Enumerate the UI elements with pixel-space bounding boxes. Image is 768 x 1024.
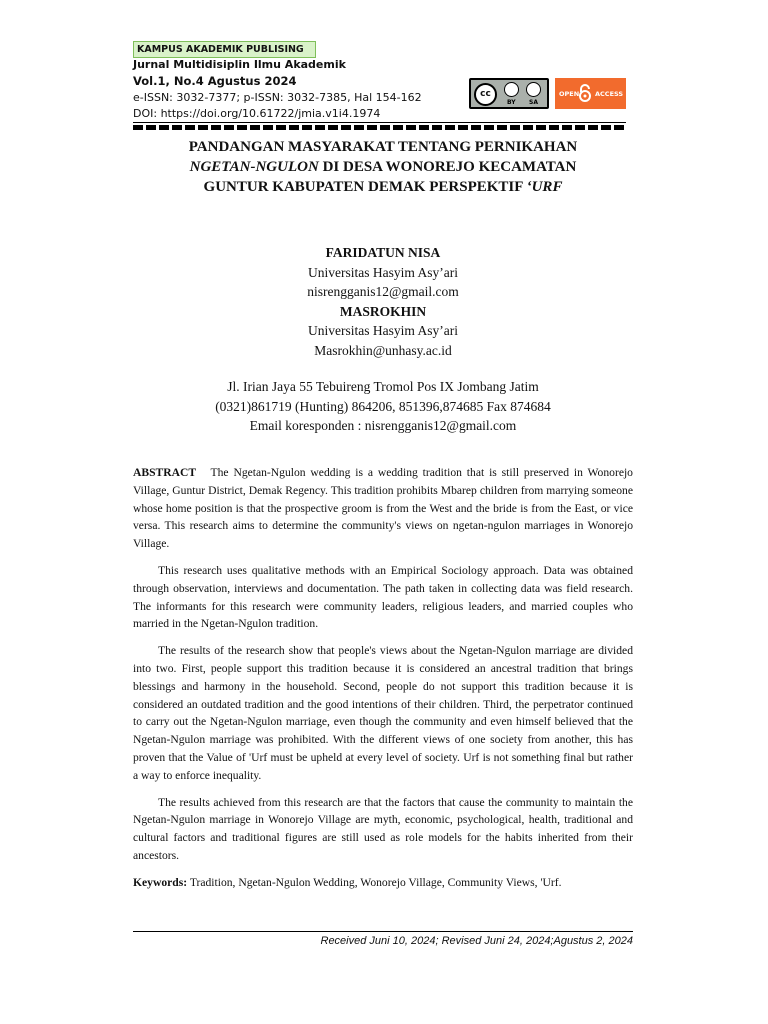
- abstract-paragraph-1: [133, 464, 633, 553]
- abstract-text: The Ngetan-Ngulon wedding is a wedding tradition that is still preserved in Wonorejo Village, Guntur District, Demak Regency. This tradition prohibits Mbarep children from marrying someone whose home position is that the prospective groom is from the West and the bride is from the East, or vice versa. This research aims to determine the community's views on ngetan-ngulon marriages in Wonorejo Village.: [133, 466, 633, 551]
- keywords: [133, 874, 633, 892]
- phone-line: (0321)861719 (Hunting) 864206, 851396,874685 Fax 874684: [215, 398, 551, 414]
- cc-by-sa-license-icon[interactable]: [469, 78, 549, 109]
- keywords-text: Tradition, Ngetan-Ngulon Wedding, Wonorejo Village, Community Views, 'Urf.: [189, 875, 562, 889]
- abstract-paragraph-4: The results achieved from this research are that the factors that cause the community to maintain the Ngetan-Ngulon marriage in Wonorejo Village are myth, economic, psychological, health, traditional and cultural factors and traditional figures are still used as role models for the habits inherited from their ancestors.: [133, 795, 633, 862]
- title-line-2: [133, 157, 633, 177]
- abstract-paragraph-3: The results of the research show that people's views about the Ngetan-Ngulon marriage are divided into two. First, people support this tradition because it is considered an ancestral tradition that brings blessings and harmony in the household. Second, people do not support this tradition because it is considered an outdated tradition and the good intentions of their children. Third, the perpetrator continued to carry out the Ngetan-Ngulon marriage, even though the community and even himself believed that the Ngetan-Ngulon marriage was prohibited. With the different views of one society from another, this has proven that the Value of 'Urf must be upheld at every level of society. Urf is not something final but rather a way to enforce inequality.: [133, 644, 633, 782]
- correspondence-email: Email koresponden : nisrengganis12@gmail.com: [249, 418, 517, 433]
- address-block: [133, 377, 633, 436]
- footer-rule: [133, 931, 633, 932]
- sa-label: SA: [529, 99, 538, 106]
- header-rule: [133, 122, 626, 123]
- journal-issn: e-ISSN: 3032-7377; p-ISSN: 3032-7385, Hal 154-162: [133, 91, 422, 104]
- author-email[interactable]: nisrengganis12@gmail.com: [307, 284, 459, 299]
- access-label: ACCESS: [595, 90, 624, 98]
- abstract-label: ABSTRACT: [133, 466, 197, 479]
- attribution-icon: [504, 82, 519, 97]
- received-dates: Received Juni 10, 2024; Revised Juni 24, 2024;Agustus 2, 2024: [320, 935, 633, 947]
- author-affiliation: Universitas Hasyim Asy’ari: [308, 264, 458, 280]
- header-dashed-rule: [133, 125, 626, 130]
- journal-name: Jurnal Multidisiplin Ilmu Akademik: [133, 58, 346, 71]
- title-line-3: [133, 177, 633, 197]
- title-italic-term: NGETAN-NGULON: [189, 159, 319, 175]
- paper-title: [133, 137, 633, 197]
- author-affiliation: Universitas Hasyim Asy’ari: [308, 323, 458, 338]
- journal-doi-link[interactable]: DOI: https://doi.org/10.61722/jmia.v1i4.1974: [133, 107, 381, 120]
- open-lock-icon: [578, 84, 592, 102]
- open-access-badge[interactable]: [555, 78, 626, 109]
- by-label: BY: [507, 99, 516, 106]
- title-line-1: PANDANGAN MASYARAKAT TENTANG PERNIKAHAN: [188, 139, 578, 155]
- abstract-section: [133, 464, 633, 901]
- title-line-3-prefix: GUNTUR KABUPATEN DEMAK PERSPEKTIF: [203, 179, 527, 195]
- author-name: FARIDATUN NISA: [325, 245, 441, 260]
- cc-icon: cc: [474, 83, 497, 106]
- author-name: MASROKHIN: [339, 303, 427, 319]
- keywords-label: Keywords:: [133, 875, 188, 889]
- author-email[interactable]: Masrokhin@unhasy.ac.id: [314, 342, 452, 358]
- title-line-2-rest: DI DESA WONOREJO KECAMATAN: [318, 159, 577, 175]
- share-alike-icon: [526, 82, 541, 97]
- abstract-paragraph-2: This research uses qualitative methods with an Empirical Sociology approach. Data was obtained through observation, interviews and documentation. The path taken in collecting data was field research. The informants for this research were community leaders, religious leaders, and married couples who married in the Ngetan-Ngulon tradition.: [133, 563, 633, 631]
- open-label: OPEN: [559, 90, 580, 98]
- author-block: [133, 243, 633, 360]
- publisher-badge: KAMPUS AKADEMIK PUBLISING: [133, 41, 316, 58]
- address-line: Jl. Irian Jaya 55 Tebuireng Tromol Pos IX Jombang Jatim: [227, 379, 539, 394]
- title-urf: ‘URF: [526, 179, 563, 195]
- journal-volume: Vol.1, No.4 Agustus 2024: [133, 74, 297, 88]
